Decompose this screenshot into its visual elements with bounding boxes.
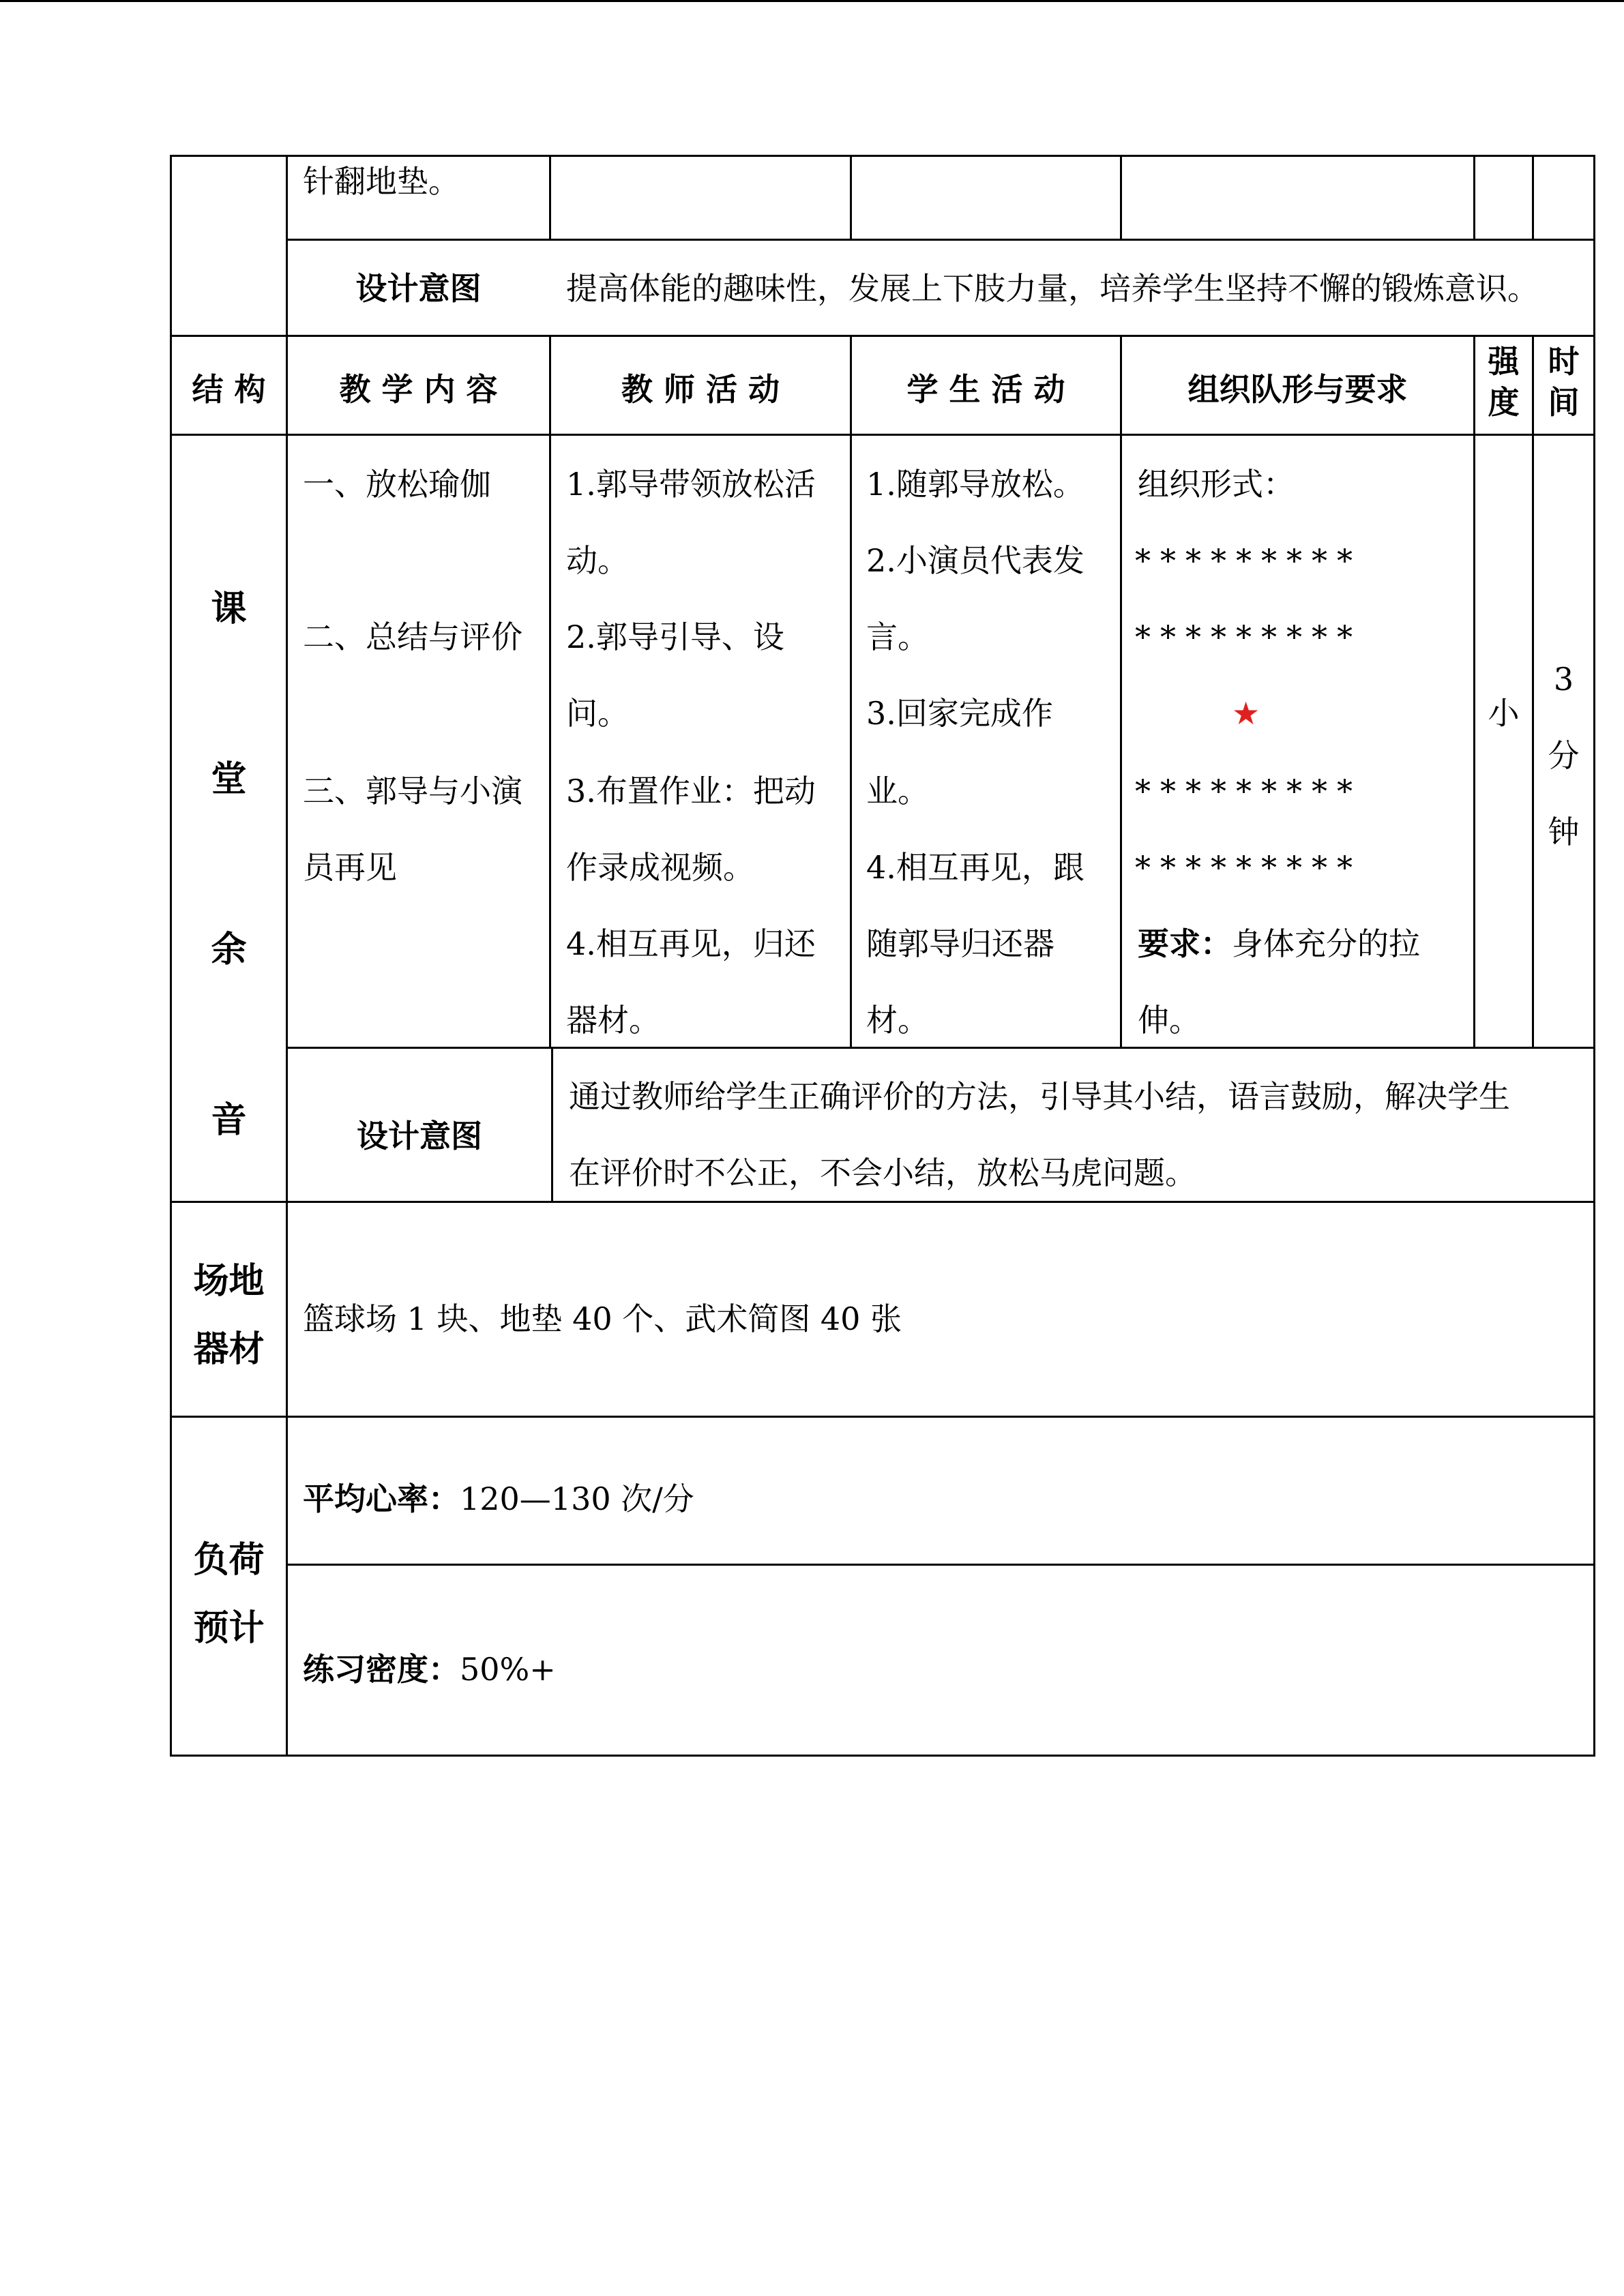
requirement-label: 要求： xyxy=(1138,925,1232,962)
student-line: 1.随郭导放松。 xyxy=(866,466,1084,503)
student-line: 材。 xyxy=(866,1002,929,1039)
design-intent-text: 提高体能的趣味性，发展上下肢力量，培养学生坚持不懈的锻炼意识。 xyxy=(566,270,1539,307)
formation-row: ********* xyxy=(1135,618,1362,655)
content-line: 三、郭导与小演 xyxy=(303,773,522,809)
header-content: 教 学 内 容 xyxy=(339,371,498,408)
teacher-line: 作录成视频。 xyxy=(566,849,754,886)
content-line: 二、总结与评价 xyxy=(303,618,522,655)
design-intent-text: 在评价时不公正，不会小结，放松马虎问题。 xyxy=(569,1154,1196,1191)
practice-density-value: 50%+ xyxy=(460,1651,556,1688)
row-rule xyxy=(286,239,1595,241)
header-structure: 结 构 xyxy=(192,371,266,408)
formation-row: ********* xyxy=(1135,542,1362,579)
load-label: 负荷 预计 xyxy=(193,1540,265,1649)
section-label: 课 堂 余 音 xyxy=(211,588,247,1141)
student-line: 言。 xyxy=(866,618,929,655)
header-student-activity: 学 生 活 动 xyxy=(906,371,1065,408)
formation-row: ********* xyxy=(1135,773,1362,809)
student-line: 业。 xyxy=(866,773,929,809)
heart-rate xyxy=(303,1461,694,1537)
teacher-line: 1.郭导带领放松活 xyxy=(566,466,816,503)
formation-label: 组织形式： xyxy=(1138,466,1295,503)
teacher-line: 器材。 xyxy=(566,1002,660,1039)
requirement-text: 身体充分的拉 xyxy=(1232,925,1420,962)
student-line: 3.回家完成作 xyxy=(866,695,1053,732)
row-rule xyxy=(286,1564,1595,1566)
col-rule xyxy=(551,1047,553,1203)
design-intent-label: 设计意图 xyxy=(357,1118,482,1154)
col-rule xyxy=(1473,155,1475,241)
content-tail-text: 针翻地垫。 xyxy=(303,163,460,200)
teacher-line: 4.相互再见，归还 xyxy=(566,925,816,962)
heart-rate-label: 平均心率： xyxy=(303,1480,460,1517)
col-rule xyxy=(850,335,852,1049)
teacher-line: 问。 xyxy=(566,695,629,732)
teacher-line: 3.布置作业：把动 xyxy=(566,773,816,809)
col-rule xyxy=(549,335,551,1049)
row-rule xyxy=(170,335,1595,337)
row-rule xyxy=(170,1416,1595,1418)
col-rule xyxy=(1120,155,1122,241)
header-formation: 组织队形与要求 xyxy=(1187,371,1408,408)
header-teacher-activity: 教 师 活 动 xyxy=(621,371,780,408)
col-rule xyxy=(1120,335,1122,1049)
practice-density-label: 练习密度： xyxy=(303,1651,460,1688)
venue-label: 场地 器材 xyxy=(193,1261,265,1370)
header-time: 时 间 xyxy=(1548,343,1580,421)
practice-density xyxy=(303,1631,556,1708)
heart-rate-value: 120—130 次/分 xyxy=(460,1480,694,1517)
row-rule xyxy=(286,1047,1595,1049)
design-intent-text: 通过教师给学生正确评价的方法，引导其小结，语言鼓励，解决学生 xyxy=(569,1078,1510,1115)
star-icon: ★ xyxy=(1232,695,1260,732)
teacher-line: 2.郭导引导、设 xyxy=(566,618,784,655)
row-rule xyxy=(170,434,1595,436)
student-line: 4.相互再见，跟 xyxy=(866,849,1084,886)
col-rule xyxy=(1532,155,1534,241)
student-line: 随郭导归还器 xyxy=(866,925,1054,962)
col-rule xyxy=(549,155,551,241)
col-rule xyxy=(850,155,852,241)
requirement-text: 伸。 xyxy=(1138,1002,1200,1039)
formation-row: ********* xyxy=(1135,849,1362,886)
design-intent-label: 设计意图 xyxy=(355,270,482,307)
header-intensity: 强 度 xyxy=(1488,343,1520,421)
col-rule xyxy=(1593,155,1595,1757)
row-rule xyxy=(170,1755,1595,1757)
student-line: 2.小演员代表发 xyxy=(866,542,1084,579)
content-line: 员再见 xyxy=(303,849,397,886)
requirement xyxy=(1138,906,1420,982)
teacher-line: 动。 xyxy=(566,542,629,579)
content-line: 一、放松瑜伽 xyxy=(303,466,491,503)
time-value: 3 分 钟 xyxy=(1548,661,1580,850)
venue-text: 篮球场 1 块、地垫 40 个、武术简图 40 张 xyxy=(303,1300,902,1337)
intensity-value: 小 xyxy=(1488,695,1520,732)
